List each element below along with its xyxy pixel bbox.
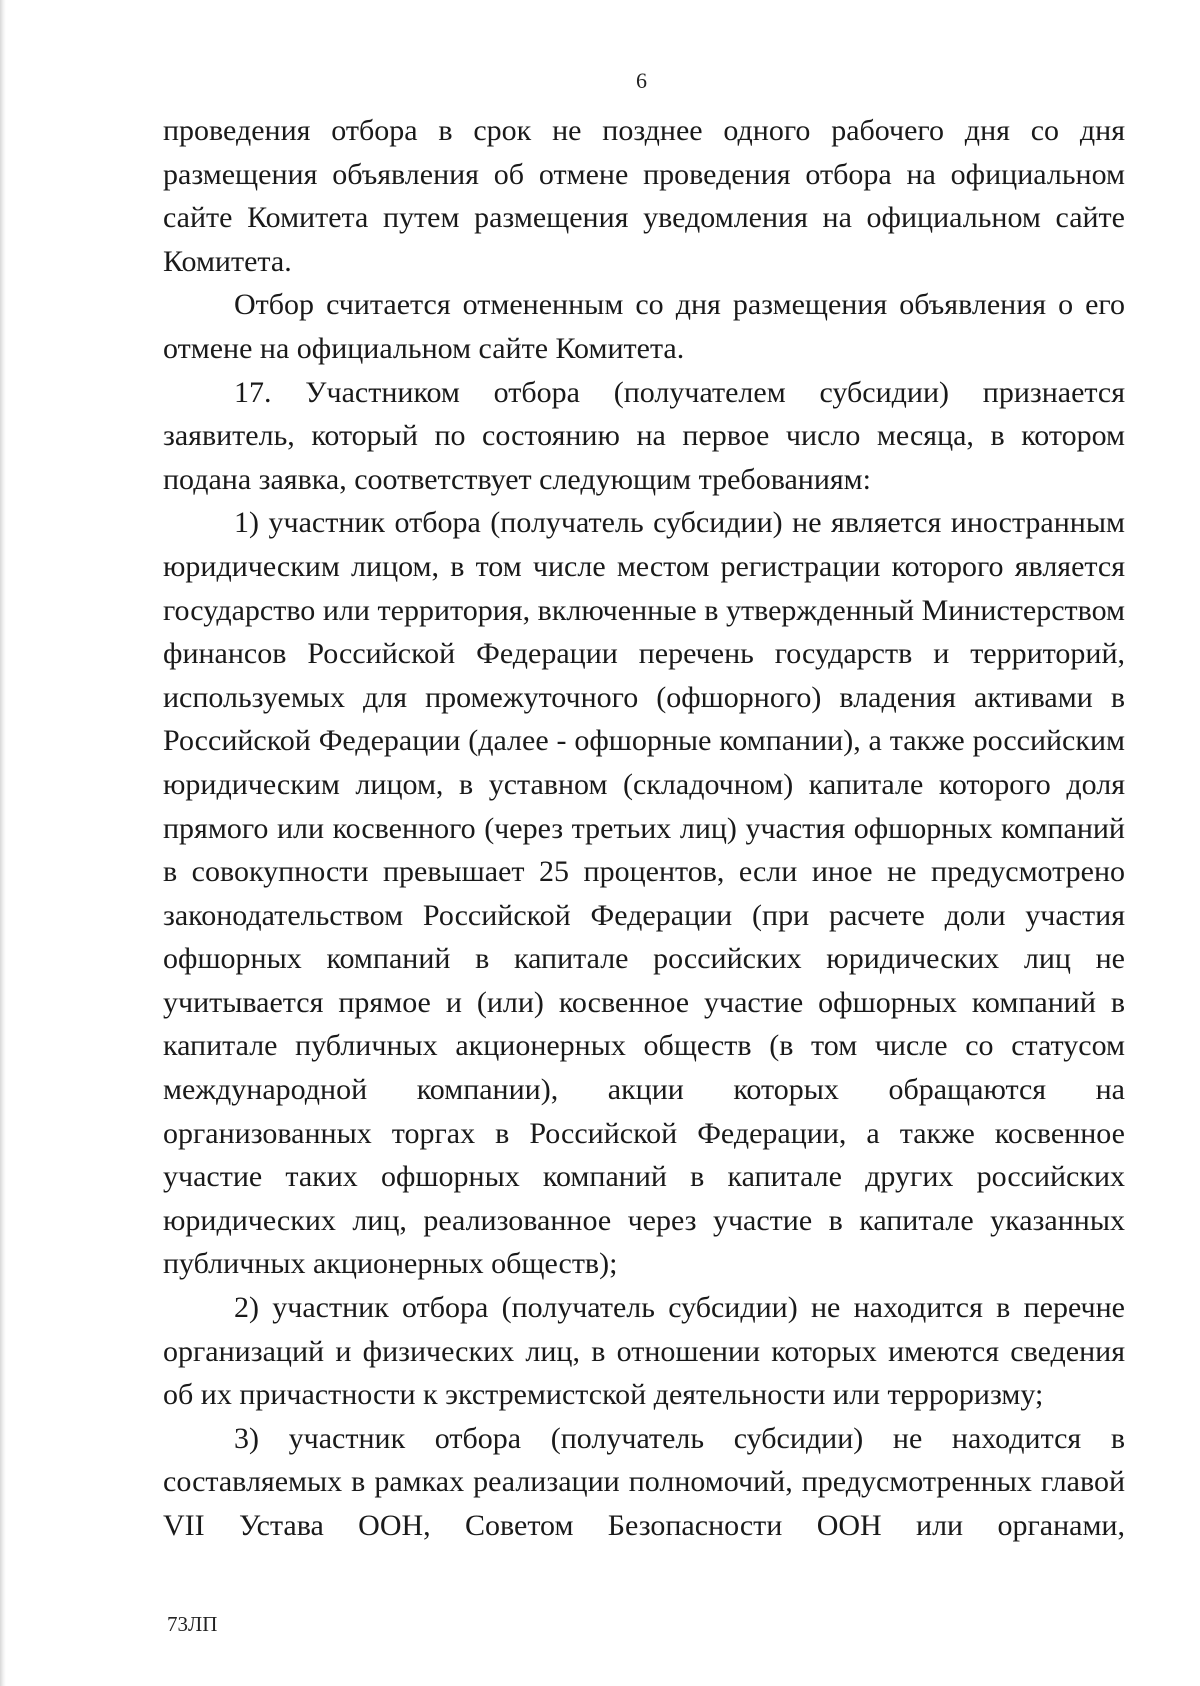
paragraph-continuation: проведения отбора в срок не позднее одного рабочего дня со дня размещения объявления об отмене проведения отбора на официальном сайте Комитета путем размещения уведомления на официальном сайте Комитета.: [163, 114, 1125, 278]
paragraph-cancellation: Отбор считается отмененным со дня размещения объявления о его отмене на официальном сайте Комитета.: [163, 288, 1125, 365]
page-number: 6: [636, 68, 647, 93]
paragraph-requirement-3: 3) участник отбора (получатель субсидии) не находится в составляемых в рамках реализации полномочий, предусмотренных главой VII Устава ООН, Советом Безопасности ООН или органами,: [163, 1421, 1125, 1542]
footer-document-code: 73ЛП: [167, 1612, 218, 1636]
scan-edge: [0, 0, 6, 1686]
document-body: [163, 109, 1125, 1548]
paragraph-requirement-2: 2) участник отбора (получатель субсидии) не находится в перечне организаций и физических лиц, в отношении которых имеются сведения об их причастности к экстремистской деятельности или терроризму;: [163, 1291, 1125, 1412]
paragraph-requirement-1: 1) участник отбора (получатель субсидии) не является иностранным юридическим лицом, в том числе местом регистрации которого является государство или территория, включенные в утвержденный Министерством финансов Российской Федерации перечень государств и территорий, используемых для промежуточного (офшорного) владения активами в Российской Федерации (далее - офшорные компании), а также российским юридическим лицом, в уставном (складочном) капитале которого доля прямого или косвенного (через третьих лиц) участия офшорных компаний в совокупности превышает 25 процентов, если иное не предусмотрено законодательством Российской Федерации (при расчете доли участия офшорных компаний в капитале российских юридических лиц не учитывается прямое и (или) косвенное участие офшорных компаний в капитале публичных акционерных обществ (в том числе со статусом международной компании), акции которых обращаются на организованных торгах в Российской Федерации, а также косвенное участие таких офшорных компаний в капитале других российских юридических лиц, реализованное через участие в капитале указанных публичных акционерных обществ);: [163, 506, 1125, 1281]
paragraph-item-17: 17. Участником отбора (получателем субсидии) признается заявитель, который по состоянию на первое число месяца, в котором подана заявка, соответствует следующим требованиям:: [163, 375, 1125, 496]
